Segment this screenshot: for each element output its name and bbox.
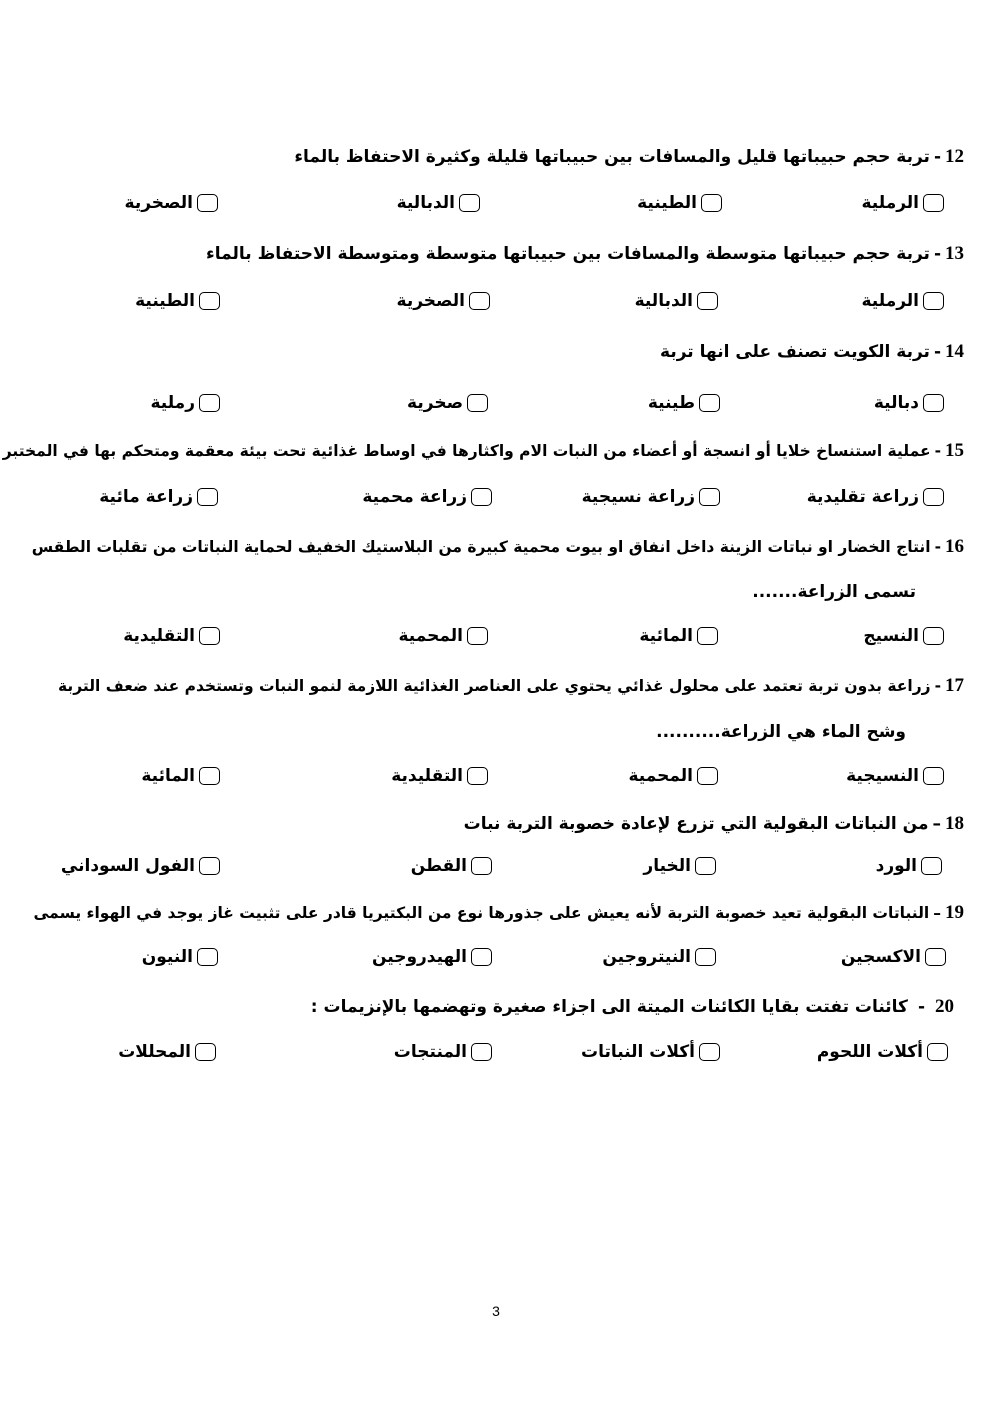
option-label: المحللات: [118, 1042, 191, 1062]
question-text: انتاج الخضار او نباتات الزينة داخل انفاق او بيوت محمية كبيرة من البلاستيك الخفيف لحماية النباتات من تقلبات الطقس: [31, 538, 931, 556]
option-label: المائية: [141, 766, 195, 786]
checkbox[interactable]: [197, 488, 218, 506]
question-number: 18: [945, 813, 964, 834]
option-label: الورد: [875, 856, 917, 876]
option-12-b[interactable]: [637, 192, 722, 214]
option-15-c[interactable]: [362, 486, 492, 508]
option-17-a[interactable]: [846, 765, 944, 787]
checkbox[interactable]: [199, 292, 220, 310]
question-number: 12: [945, 146, 964, 167]
option-label: المنتجات: [393, 1042, 467, 1062]
checkbox[interactable]: [701, 194, 722, 212]
checkbox[interactable]: [699, 394, 720, 412]
option-18-c[interactable]: [411, 855, 492, 877]
option-14-d[interactable]: [150, 392, 220, 414]
checkbox[interactable]: [695, 948, 716, 966]
checkbox[interactable]: [197, 194, 218, 212]
checkbox[interactable]: [471, 857, 492, 875]
question-number: 16: [945, 536, 964, 557]
option-label: الدبالية: [396, 193, 455, 213]
option-17-b[interactable]: [628, 765, 718, 787]
option-16-c[interactable]: [398, 625, 488, 647]
question-number: 15: [945, 440, 964, 461]
option-16-a[interactable]: [863, 625, 944, 647]
checkbox[interactable]: [467, 394, 488, 412]
option-label: النسيج: [863, 626, 919, 646]
question-20: 20-كائنات تفتت بقايا الكائنات الميتة الى اجزاء صغيرة وتهضمها بالإنزيمات :: [310, 996, 954, 1017]
option-label: المحمية: [398, 626, 463, 646]
question-text: تربة الكويت تصنف على انها تربة: [660, 342, 930, 362]
option-label: زراعة محمية: [362, 487, 467, 507]
option-label: الاكسجين: [840, 947, 921, 967]
checkbox[interactable]: [925, 948, 946, 966]
question-number: 19: [945, 902, 964, 923]
question-text: كائنات تفتت بقايا الكائنات الميتة الى اجزاء صغيرة وتهضمها بالإنزيمات :: [310, 997, 908, 1017]
checkbox[interactable]: [199, 627, 220, 645]
option-label: المحمية: [628, 766, 693, 786]
option-label: التقليدية: [391, 766, 463, 786]
option-label: الرملية: [861, 193, 919, 213]
option-label: النيون: [141, 947, 193, 967]
question-18: 18–من النباتات البقولية التي تزرع لإعادة خصوبة التربة نبات: [463, 813, 964, 834]
checkbox[interactable]: [697, 627, 718, 645]
question-16: 16-انتاج الخضار او نباتات الزينة داخل انفاق او بيوت محمية كبيرة من البلاستيك الخفيف لحماية النباتات من تقلبات الطقس: [31, 536, 964, 557]
checkbox[interactable]: [459, 194, 480, 212]
option-15-b[interactable]: [582, 486, 720, 508]
option-label: الرملية: [861, 291, 919, 311]
option-20-b[interactable]: [581, 1041, 720, 1063]
option-label: الهيدروجين: [371, 947, 467, 967]
checkbox[interactable]: [923, 194, 944, 212]
option-label: الدبالية: [634, 291, 693, 311]
question-number: 13: [945, 243, 964, 264]
option-label: أكلات النباتات: [581, 1042, 695, 1062]
option-label: النسيجية: [846, 766, 919, 786]
question-17: 17-زراعة بدون تربة تعتمد على محلول غذائي يحتوي على العناصر الغذائية اللازمة لنمو النبات وتستخدم عند ضعف التربة: [58, 675, 964, 696]
question-text: زراعة بدون تربة تعتمد على محلول غذائي يحتوي على العناصر الغذائية اللازمة لنمو النبات وتستخدم عند ضعف التربة: [58, 677, 931, 695]
option-13-d[interactable]: [135, 290, 220, 312]
option-19-b[interactable]: [602, 946, 716, 968]
checkbox[interactable]: [923, 394, 944, 412]
option-label: النيتروجين: [602, 947, 691, 967]
question-17-continuation: وشح الماء هي الزراعة..........: [656, 722, 906, 742]
option-15-d[interactable]: [99, 486, 218, 508]
checkbox[interactable]: [195, 1043, 216, 1061]
page-number: 3: [492, 1303, 500, 1319]
option-18-a[interactable]: [876, 855, 942, 877]
checkbox[interactable]: [923, 627, 944, 645]
question-text: تربة حجم حبيباتها قليل والمسافات بين حبيباتها قليلة وكثيرة الاحتفاظ بالماء: [294, 147, 930, 167]
checkbox[interactable]: [695, 857, 716, 875]
option-16-d[interactable]: [123, 625, 220, 647]
checkbox[interactable]: [699, 1043, 720, 1061]
option-label: التقليدية: [123, 626, 195, 646]
option-20-c[interactable]: [394, 1041, 492, 1063]
option-label: الفول السوداني: [60, 856, 195, 876]
question-12: 12-تربة حجم حبيباتها قليل والمسافات بين حبيباتها قليلة وكثيرة الاحتفاظ بالماء: [294, 146, 964, 167]
option-13-c[interactable]: [397, 290, 490, 312]
checkbox[interactable]: [199, 767, 220, 785]
option-label: زراعة مائية: [99, 487, 193, 507]
option-12-a[interactable]: [862, 192, 945, 214]
option-16-b[interactable]: [639, 625, 718, 647]
checkbox[interactable]: [923, 767, 944, 785]
checkbox[interactable]: [697, 767, 718, 785]
question-19: 19–النباتات البقولية تعيد خصوبة التربة لأنه يعيش على جذورها نوع من البكتيريا قادر على تثبيت غاز يوجد في الهواء يسمى: [33, 902, 964, 923]
question-text: عملية استنساخ خلايا أو انسجة أو أعضاء من النبات الام واكثارها في اوساط غذائية تحت بيئة معقمة ومتحكم بها في المختبر: [2, 442, 931, 460]
checkbox[interactable]: [923, 488, 944, 506]
checkbox[interactable]: [699, 488, 720, 506]
option-label: أكلات اللحوم: [816, 1042, 923, 1062]
checkbox[interactable]: [927, 1043, 948, 1061]
question-15: 15-عملية استنساخ خلايا أو انسجة أو أعضاء من النبات الام واكثارها في اوساط غذائية تحت بيئة معقمة ومتحكم بها في المختبر: [2, 440, 964, 461]
checkbox[interactable]: [199, 857, 220, 875]
option-17-c[interactable]: [391, 765, 488, 787]
checkbox[interactable]: [197, 948, 218, 966]
checkbox[interactable]: [471, 1043, 492, 1061]
question-14: 14-تربة الكويت تصنف على انها تربة: [660, 341, 964, 362]
question-number: 20: [935, 996, 954, 1017]
option-label: الخيار: [643, 856, 691, 876]
option-label: زراعة نسيجية: [581, 487, 695, 507]
option-label: صخرية: [407, 393, 463, 413]
option-label: رملية: [150, 393, 195, 413]
question-text: من النباتات البقولية التي تزرع لإعادة خصوبة التربة نبات: [463, 814, 929, 834]
question-13: 13-تربة حجم حبيباتها متوسطة والمسافات بين حبيباتها متوسطة ومتوسطة الاحتفاظ بالماء: [206, 243, 964, 264]
option-20-d[interactable]: [118, 1041, 216, 1063]
question-text: النباتات البقولية تعيد خصوبة التربة لأنه يعيش على جذورها نوع من البكتيريا قادر على تثبيت غاز يوجد في الهواء يسمى: [33, 904, 930, 922]
option-13-b[interactable]: [635, 290, 718, 312]
checkbox[interactable]: [199, 394, 220, 412]
option-20-a[interactable]: [817, 1041, 948, 1063]
option-label: زراعة تقليدية: [806, 487, 919, 507]
option-label: دبالية: [873, 393, 919, 413]
option-label: القطن: [410, 856, 467, 876]
option-label: الطينية: [637, 193, 697, 213]
question-number: 14: [945, 341, 964, 362]
option-15-a[interactable]: [807, 486, 944, 508]
option-17-d[interactable]: [141, 765, 220, 787]
option-label: الصخرية: [396, 291, 465, 311]
checkbox[interactable]: [471, 488, 492, 506]
option-13-a[interactable]: [862, 290, 945, 312]
checkbox[interactable]: [697, 292, 718, 310]
question-number: 17: [945, 675, 964, 696]
checkbox[interactable]: [469, 292, 490, 310]
checkbox[interactable]: [467, 767, 488, 785]
option-19-a[interactable]: [841, 946, 946, 968]
option-18-b[interactable]: [643, 855, 716, 877]
checkbox[interactable]: [467, 627, 488, 645]
option-19-d[interactable]: [142, 946, 218, 968]
option-19-c[interactable]: [372, 946, 492, 968]
checkbox[interactable]: [921, 857, 942, 875]
checkbox[interactable]: [923, 292, 944, 310]
option-12-c[interactable]: [397, 192, 480, 214]
question-16-continuation: تسمى الزراعة.......: [752, 582, 916, 602]
option-18-d[interactable]: [61, 855, 220, 877]
option-label: طينية: [647, 393, 695, 413]
option-label: الصخرية: [124, 193, 193, 213]
option-14-b[interactable]: [648, 392, 720, 414]
checkbox[interactable]: [471, 948, 492, 966]
option-14-c[interactable]: [407, 392, 488, 414]
option-14-a[interactable]: [874, 392, 944, 414]
question-text: تربة حجم حبيباتها متوسطة والمسافات بين حبيباتها متوسطة ومتوسطة الاحتفاظ بالماء: [206, 244, 930, 264]
option-label: المائية: [639, 626, 693, 646]
option-12-d[interactable]: [125, 192, 218, 214]
option-label: الطينية: [135, 291, 195, 311]
